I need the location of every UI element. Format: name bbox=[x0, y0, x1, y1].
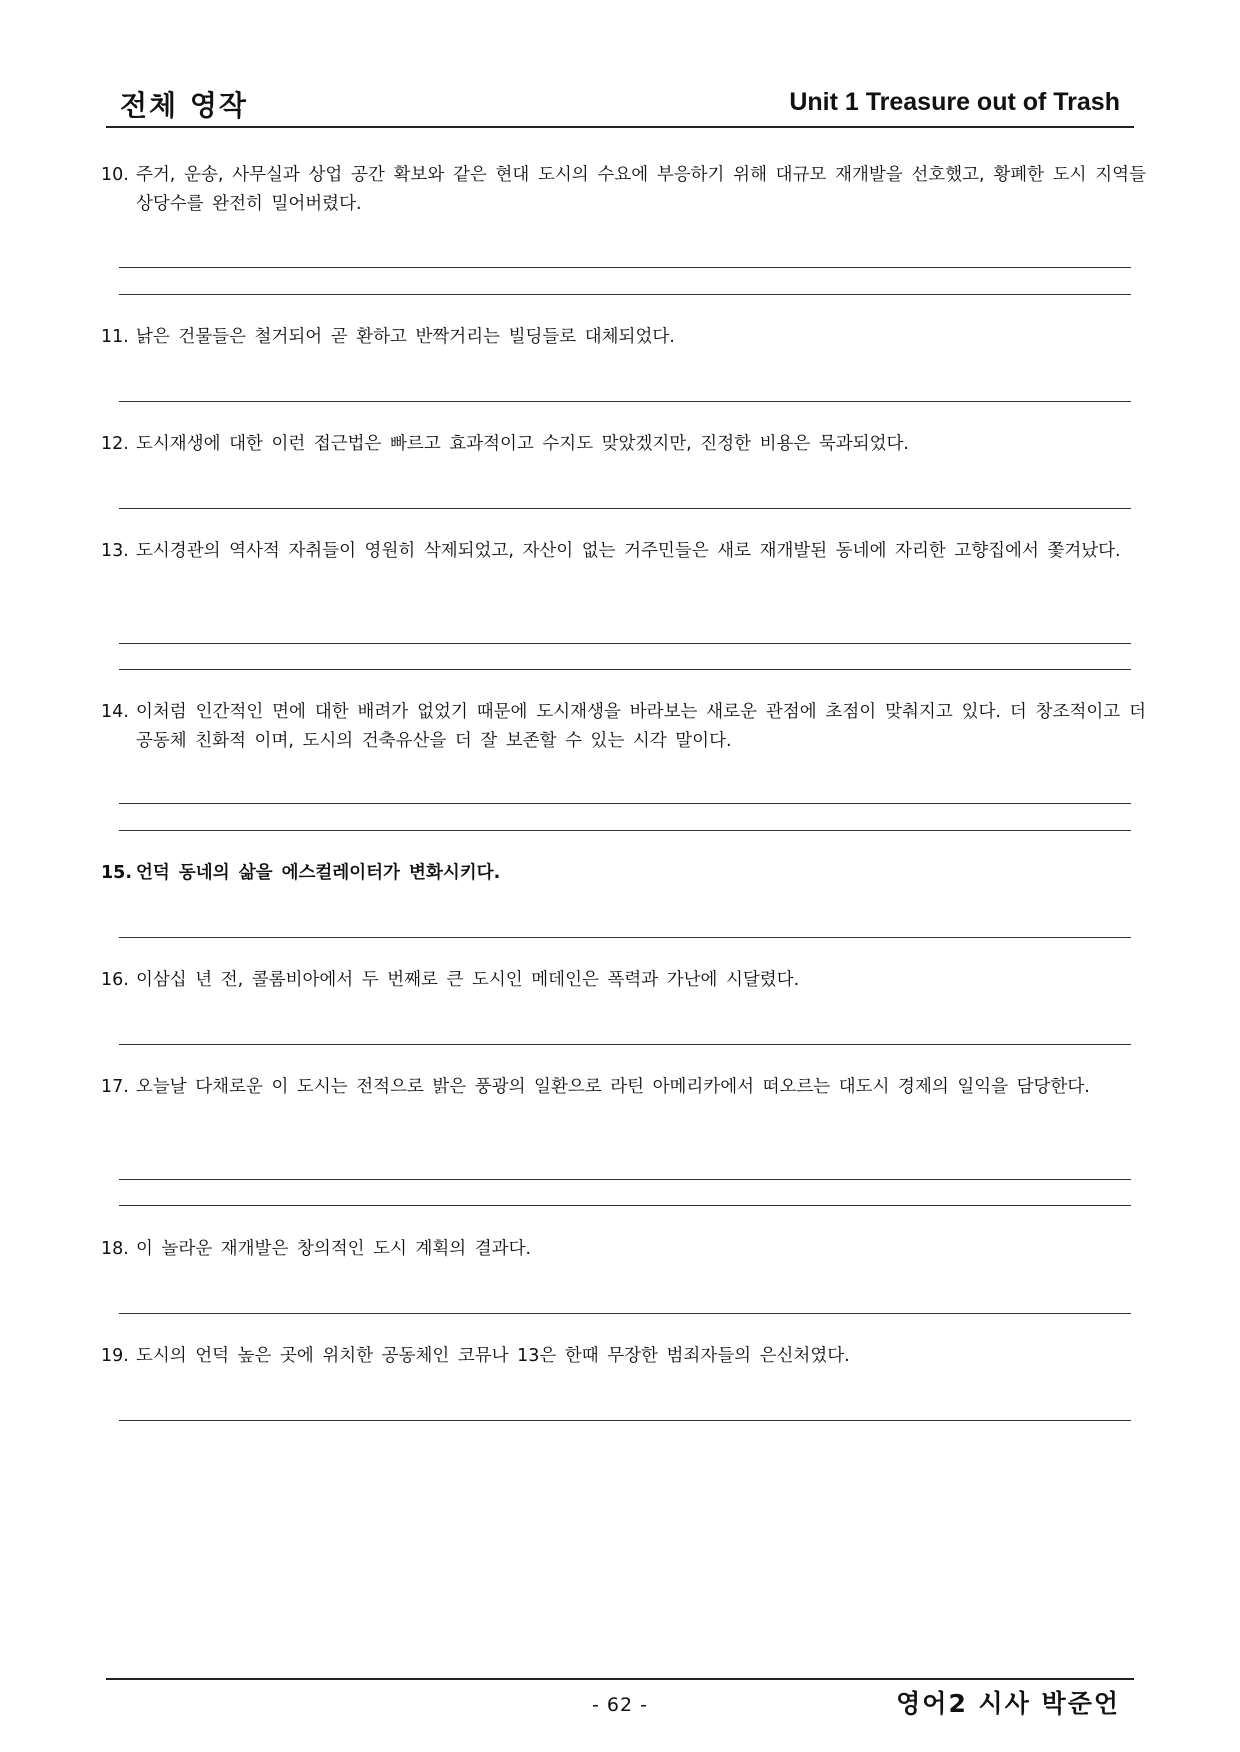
answer-line[interactable] bbox=[119, 643, 1131, 644]
question-19 bbox=[101, 1342, 1146, 1371]
header-title: 전체 영작 bbox=[120, 89, 248, 122]
question-15 bbox=[101, 859, 1146, 888]
question-text: 도시재생에 대한 이런 접근법은 빠르고 효과적이고 수지도 맞았겠지만, 진정한 비용은 묵과되었다. bbox=[136, 434, 909, 454]
question-10 bbox=[101, 161, 1146, 219]
answer-line[interactable] bbox=[119, 1205, 1131, 1206]
answer-line[interactable] bbox=[119, 830, 1131, 831]
question-17 bbox=[101, 1073, 1146, 1102]
answer-line[interactable] bbox=[119, 669, 1131, 670]
question-number: 17. bbox=[101, 1077, 129, 1097]
unit-title: Unit 1 Treasure out of Trash bbox=[789, 88, 1120, 116]
question-number: 15. bbox=[101, 863, 133, 883]
answer-line[interactable] bbox=[119, 294, 1131, 295]
question-text: 이삼십 년 전, 콜롬비아에서 두 번째로 큰 도시인 메데인은 폭력과 가난에 시달렸다. bbox=[136, 970, 800, 990]
question-text: 도시의 언덕 높은 곳에 위치한 공동체인 코뮤나 13은 한때 무장한 범죄자들의 은신처였다. bbox=[136, 1346, 850, 1366]
question-number: 13. bbox=[101, 541, 129, 561]
question-number: 19. bbox=[101, 1346, 129, 1366]
question-text: 도시경관의 역사적 자취들이 영원히 삭제되었고, 자산이 없는 거주민들은 새로 재개발된 동네에 자리한 고향집에서 쫓겨났다. bbox=[136, 541, 1121, 561]
answer-line[interactable] bbox=[119, 803, 1131, 804]
answer-line[interactable] bbox=[119, 508, 1131, 509]
page-number: - 62 - bbox=[592, 1694, 648, 1716]
question-number: 12. bbox=[101, 434, 129, 454]
question-18 bbox=[101, 1235, 1146, 1264]
footer-author: 영어2 시사 박준언 bbox=[896, 1689, 1120, 1718]
question-13 bbox=[101, 537, 1146, 566]
answer-line[interactable] bbox=[119, 937, 1131, 938]
answer-line[interactable] bbox=[119, 1044, 1131, 1045]
question-number: 18. bbox=[101, 1239, 129, 1259]
answer-line[interactable] bbox=[119, 1420, 1131, 1421]
answer-line[interactable] bbox=[119, 1313, 1131, 1314]
question-number: 16. bbox=[101, 970, 129, 990]
question-text: 오늘날 다채로운 이 도시는 전적으로 밝은 풍광의 일환으로 라틴 아메리카에서 떠오르는 대도시 경제의 일익을 담당한다. bbox=[136, 1077, 1090, 1097]
answer-line[interactable] bbox=[119, 1179, 1131, 1180]
question-text: 이처럼 인간적인 면에 대한 배려가 없었기 때문에 도시재생을 바라보는 새로운 관점에 초점이 맞춰지고 있다. 더 창조적이고 더 공동체 친화적 이며, 도시의 건축유산을 더 잘 보존할 수 있는 시각 말이다. bbox=[136, 702, 1146, 751]
question-text: 이 놀라운 재개발은 창의적인 도시 계획의 결과다. bbox=[136, 1239, 532, 1259]
question-number: 14. bbox=[101, 702, 129, 722]
question-14 bbox=[101, 698, 1146, 756]
question-text: 주거, 운송, 사무실과 상업 공간 확보와 같은 현대 도시의 수요에 부응하기 위해 대규모 재개발을 선호했고, 황폐한 도시 지역들 상당수를 완전히 밀어버렸다. bbox=[136, 165, 1146, 214]
page-header bbox=[106, 78, 1134, 128]
question-16 bbox=[101, 966, 1146, 995]
question-text: 낡은 건물들은 철거되어 곧 환하고 반짝거리는 빌딩들로 대체되었다. bbox=[136, 327, 675, 347]
question-12 bbox=[101, 430, 1146, 459]
question-number: 11. bbox=[101, 327, 129, 347]
question-number: 10. bbox=[101, 165, 129, 185]
answer-line[interactable] bbox=[119, 267, 1131, 268]
question-11 bbox=[101, 323, 1146, 352]
footer-rule bbox=[106, 1678, 1134, 1680]
question-text: 언덕 동네의 삶을 에스컬레이터가 변화시키다. bbox=[136, 863, 501, 883]
answer-line[interactable] bbox=[119, 401, 1131, 402]
